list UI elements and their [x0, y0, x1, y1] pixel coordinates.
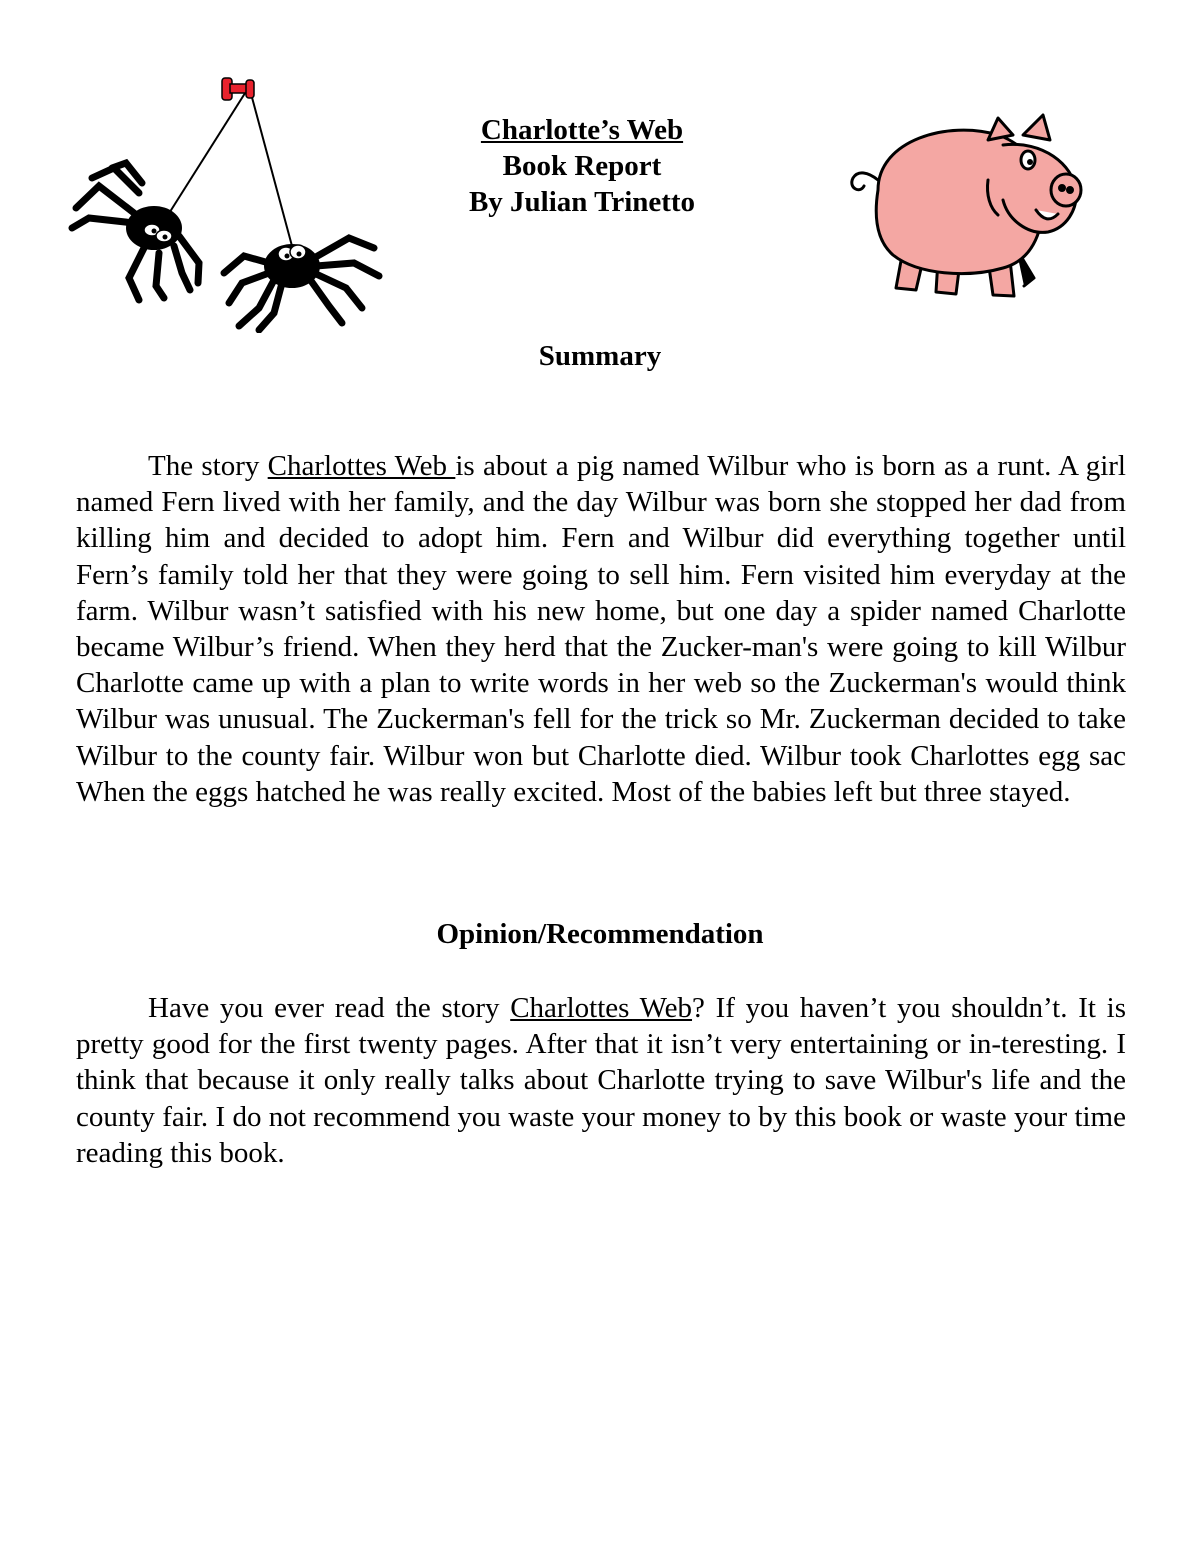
opinion-book-title: Charlottes Web	[510, 992, 693, 1024]
spider-right-icon	[224, 238, 379, 330]
report-byline: By Julian Trinetto	[468, 186, 696, 218]
opinion-lead: Have you ever read the story	[148, 992, 511, 1024]
book-title: Charlotte’s Web	[480, 114, 684, 146]
pushpin-icon	[222, 78, 254, 100]
report-subtitle: Book Report	[502, 150, 662, 182]
pig-illustration	[838, 110, 1090, 306]
opinion-paragraph	[76, 990, 1126, 1171]
opinion-body: ? If you haven’t you shouldn’t. It is pretty good for the first twenty pages. After that it isn’t very entertaining or in-teresting. I think that because it only really talks about Charlotte trying to save Wilbur's life and the county fair. I do not recommend you waste your money to by this book or waste your time reading this book.	[76, 992, 1126, 1169]
summary-book-title: Charlottes Web	[267, 450, 456, 482]
opinion-heading: Opinion/Recommendation	[436, 918, 764, 950]
summary-paragraph	[76, 448, 1126, 810]
summary-body: is about a pig named Wilbur who is born as a runt. A girl named Fern lived with her family, and the day Wilbur was born she stopped her dad from killing him and decided to adopt him. Fern and Wilbur did everything together until Fern’s family told her that they were going to sell him. Fern visited him everyday at the farm. Wilbur wasn’t satisfied with his new home, but one day a spider named Charlotte became Wilbur’s friend. When they herd that the Zucker-man's were going to kill Wilbur Charlotte came up with a plan to write words in her web so the Zuckerman's would think Wilbur was unusual. The Zuckerman's fell for the trick so Mr. Zuckerman decided to take Wilbur to the county fair. Wilbur won but Charlotte died. Wilbur took Charlottes egg sac When the eggs hatched he was really excited. Most of the babies left but three stayed.	[76, 450, 1126, 808]
report-header	[382, 112, 782, 220]
summary-lead: The story	[148, 450, 268, 482]
spiders-illustration	[64, 68, 394, 333]
spider-left-icon	[72, 163, 199, 300]
summary-heading: Summary	[538, 340, 662, 372]
